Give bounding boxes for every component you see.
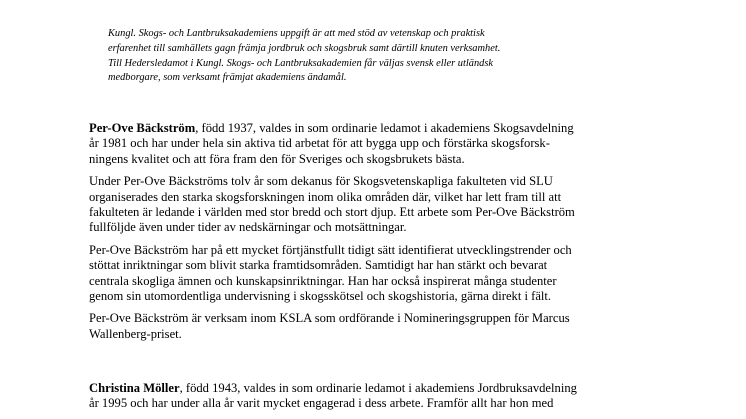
intro-line: Kungl. Skogs- och Lantbruksakademiens uppgift är att med stöd av vetenskap och praktisk — [108, 28, 485, 39]
citation-line: genom sin utomordentliga undervisning i skogsskötsel och skogshistoria, gärna direkt i fält. — [89, 289, 552, 304]
citation-line: Wallenberg-priset. — [89, 326, 182, 341]
citation-paragraph — [89, 121, 629, 167]
citation-line: Per-Ove Bäckström har på ett mycket förtjänstfullt tidigt sätt identifierat utvecklingstrender och — [89, 242, 572, 257]
intro-line: Till Hedersledamot i Kungl. Skogs- och Lantbruksakademien får väljas svensk eller utländsk — [108, 57, 493, 69]
member-name: Per-Ove Bäckström — [89, 121, 196, 135]
citation-first-line — [89, 381, 629, 396]
intro-line: medborgare, som verksamt främjat akademiens ändamål. — [108, 72, 347, 84]
citation-first-line — [89, 121, 629, 136]
citation-paragraph — [89, 243, 629, 305]
citation-paragraph — [89, 381, 629, 412]
intro-line: erfarenhet till samhällets gagn främja jordbruk och skogsbruk samt därtill knuten verksamhet. — [108, 42, 501, 54]
citation-line: år 1981 och har under hela sin aktiva tid arbetat för att bygga upp och förstärka skogsforsk- — [89, 136, 550, 151]
citation-line: organiserades den starka skogsforskningen inom olika områden där, vilket har lett fram till att — [89, 189, 562, 204]
citation-text: , född 1937, valdes in som ordinarie ledamot i akademiens Skogsavdelning — [195, 121, 574, 135]
citation-line: fullföljde även under tider av nedskärningar och motsättningar. — [89, 220, 407, 235]
academy-mission-statement — [108, 27, 628, 86]
citation-text: , född 1943, valdes in som ordinarie ledamot i akademiens Jordbruksavdelning — [179, 381, 577, 395]
citation-line: Under Per-Ove Bäckströms tolv år som dekanus för Skogsvetenskapliga fakulteten vid SLU — [89, 174, 553, 189]
citation-line: stöttat inriktningar som blivit starka framtidsområden. Samtidigt har han stärkt och bevarat — [89, 258, 548, 273]
member-citation-backstrom — [89, 121, 629, 349]
citation-paragraph — [89, 174, 629, 236]
member-name: Christina Möller — [89, 381, 180, 395]
member-citation-moller — [89, 381, 629, 419]
citation-line: år 1995 och har under alla år varit mycket engagerad i dess arbete. Framför allt har hon med — [89, 396, 554, 411]
citation-line: ningens kvalitet och att föra fram den för Sveriges och skogsbrukets bästa. — [89, 151, 465, 166]
citation-paragraph — [89, 311, 629, 342]
citation-line: Per-Ove Bäckström är verksam inom KSLA som ordförande i Nomineringsgruppen för Marcus — [89, 311, 570, 326]
citation-line: centrala skogliga ämnen och kunskapsinriktningar. Han har också inspirerat många studenter — [89, 273, 557, 288]
citation-line: fakulteten är ledande i världen med stor bredd och stort djup. Ett arbete som Per-Ove Bäckström — [89, 205, 575, 220]
